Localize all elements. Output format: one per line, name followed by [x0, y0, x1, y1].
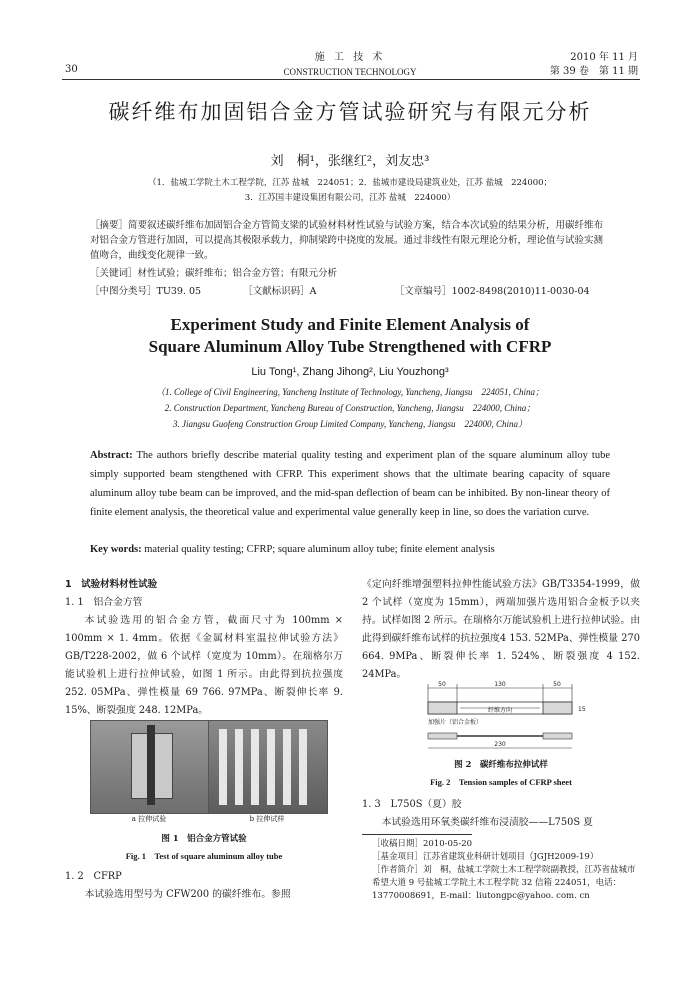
journal-name-en: CONSTRUCTION TECHNOLOGY: [283, 67, 417, 77]
keywords-cn: [90, 266, 610, 281]
keywords-en: [90, 540, 610, 559]
photo-a-label: a 拉伸试验: [131, 815, 167, 823]
tab-label: 加强片（铝合金板）: [428, 719, 483, 726]
right-paragraph-2: 本试验选用环氧类碳纤维布浸渍胶——L750S 夏: [381, 817, 593, 828]
affiliation-cn-1: （1．盐城工学院土木工程学院，江苏 盐城 224051；2．盐城市建设局建筑业处，江苏 盐城 224000；: [147, 178, 553, 188]
side-view-tab-right: [543, 733, 572, 739]
figure-2-caption-en: Fig. 2 Tension samples of CFRP sheet: [430, 777, 572, 787]
keywords-en-label: Key words:: [90, 544, 142, 555]
keywords-en-text: material quality testing; CFRP; square aluminum alloy tube; finite element analysis: [144, 544, 495, 555]
photo-tensile-specimens: [208, 720, 328, 814]
photo-b-label: b 拉伸试样: [249, 815, 285, 823]
tab-right: [543, 702, 572, 714]
abstract-cn-label: ［摘要］: [90, 220, 129, 231]
section-1-1-heading: 1. 1 铝合金方管: [65, 597, 143, 608]
paper-title-en-2: Square Aluminum Alloy Tube Strengthened with CFRP: [148, 337, 552, 356]
dim-label-130: 130: [494, 681, 506, 688]
section-1-2-heading: 1. 2 CFRP: [65, 871, 122, 882]
left-paragraph-2: 本试验选用型号为 CFW200 的碳纤维布。参照: [84, 889, 291, 900]
affiliation-cn-2: 3．江苏国丰建设集团有限公司，江苏 盐城 224000）: [244, 193, 456, 203]
footnote-funding: ［基金项目］江苏省建筑业科研计划项目（JGJH2009-19）: [372, 852, 599, 862]
dim-label-50-left: 50: [438, 681, 446, 688]
figure-1-caption-cn: 图 1 铝合金方管试验: [161, 834, 247, 844]
figure-2-diagram: [400, 680, 600, 760]
keywords-cn-text: 材性试验；碳纤维布；铝合金方管；有限元分析: [137, 268, 338, 279]
dim-label-15: 15: [578, 706, 586, 713]
doc-value: A: [309, 286, 317, 297]
section-1-3-heading: 1. 3 L750S（夏）胶: [362, 799, 462, 810]
tab-left: [428, 702, 457, 714]
class-label: ［中图分类号］: [90, 286, 157, 297]
section-1-heading: 1 试验材料材性试验: [65, 579, 158, 590]
volume-issue: 第 39 卷 第 11 期: [549, 66, 638, 77]
page-number: 30: [65, 64, 78, 75]
footnote-author-bio: ［作者简介］刘 桐，盐城工学院土木工程学院副教授，江苏省盐城市希望大道 9 号盐城工学院土木工程学院 32 信箱 224051，电话：13770008691，E-mail：liutongpc@yahoo. com. cn: [372, 865, 636, 901]
article-value: 1002-8498(2010)11-0030-04: [451, 286, 590, 297]
footnote-rule: [362, 834, 472, 835]
affiliation-en-3: 3. Jiangsu Guofeng Construction Group Limited Company, Yancheng, Jiangsu 224000, China）: [172, 419, 528, 429]
left-paragraph-1: 本试验选用的铝合金方管，截面尺寸为 100mm × 100mm × 1. 4mm。依据《金属材料室温拉伸试验方法》GB/T228-2002，做 6 个试样（宽度为 10mm）。在瑞格尔万能试验机上进行拉伸试验，如图 1 所示。由此得到抗拉强度 252. 05MPa、弹性模量 69 766. 97MPa、断裂伸长率 9. 15%、断裂强度 248. 12MPa。: [65, 615, 343, 716]
abstract-cn: [90, 218, 610, 263]
class-value: TU39. 05: [156, 286, 202, 297]
abstract-en: [90, 446, 610, 522]
issue-date: 2010 年 11 月: [570, 52, 638, 63]
article-label: ［文章编号］: [394, 286, 452, 297]
abstract-en-label: Abstract:: [90, 450, 133, 461]
dim-label-230: 230: [494, 741, 506, 748]
paper-title-en-1: Experiment Study and Finite Element Analysis of: [170, 315, 530, 334]
footnote-received: ［收稿日期］2010-05-20: [372, 839, 473, 849]
side-view-tab-left: [428, 733, 457, 739]
figure-2-caption-cn: 图 2 碳纤维布拉伸试样: [454, 760, 548, 770]
abstract-cn-text: 简要叙述碳纤维布加固铝合金方管简支梁的试验材料材性试验与试验方案，结合本次试验的结果分析，用碳纤维布对铝合金方管进行加固，可以提高其极限承载力，抑制梁跨中挠度的发展。通过非线性有限元理论分析，理论值与试验实测值吻合，曲线变化规律一致。: [90, 220, 604, 261]
paper-title-cn: 碳纤维布加固铝合金方管试验研究与有限元分析: [108, 100, 592, 124]
authors-en: Liu Tong¹, Zhang Jihong², Liu Youzhong³: [251, 366, 449, 378]
authors-cn: 刘 桐¹，张继红²，刘友忠³: [270, 154, 430, 169]
affiliation-en-1: （1. College of Civil Engineering, Yancheng Institute of Technology, Yancheng, Jiangsu 224051, China；: [156, 387, 544, 397]
doc-label: ［文献标识码］: [243, 286, 310, 297]
affiliation-en-2: 2. Construction Department, Yancheng Bureau of Construction, Yancheng, Jiangsu 224000, China；: [164, 403, 536, 413]
classification-line: [90, 284, 610, 299]
keywords-cn-label: ［关键词］: [90, 268, 138, 279]
header-rule: [62, 79, 640, 80]
fiber-direction-label: 纤维方向: [487, 707, 513, 714]
right-paragraph-1: 《定向纤维增强塑料拉伸性能试验方法》GB/T3354-1999，做 2 个试样（宽度为 15mm），两端加强片选用铝合金板予以夹持。试样如图 2 所示。在瑞格尔万能试验机上进行拉伸试验。由此得到碳纤维布试样的抗拉强度4 153. 52MPa、弹性模量 270 664. 9MPa、断裂伸长率 1. 524%、断裂强度 4 152. 24MPa。: [362, 579, 640, 680]
dim-label-50-right: 50: [553, 681, 561, 688]
journal-name-cn: 施 工 技 术: [314, 52, 386, 63]
abstract-en-text: The authors briefly describe material quality testing and experiment plan of the square aluminum alloy tube simply supported beam stengthened with CFRP. This experiment shows that the ultimate bearing capacity of square aluminum alloy tube beam can be improved, and the mid-span deflection of beam can be inhibited. By non-linear theory of finite element analysis, the theoretical value and experimental value generally keep in line, so does the variation curve.: [90, 450, 610, 518]
figure-1-caption-en: Fig. 1 Test of square aluminum alloy tube: [125, 851, 283, 861]
photo-tensile-test: [90, 720, 210, 814]
